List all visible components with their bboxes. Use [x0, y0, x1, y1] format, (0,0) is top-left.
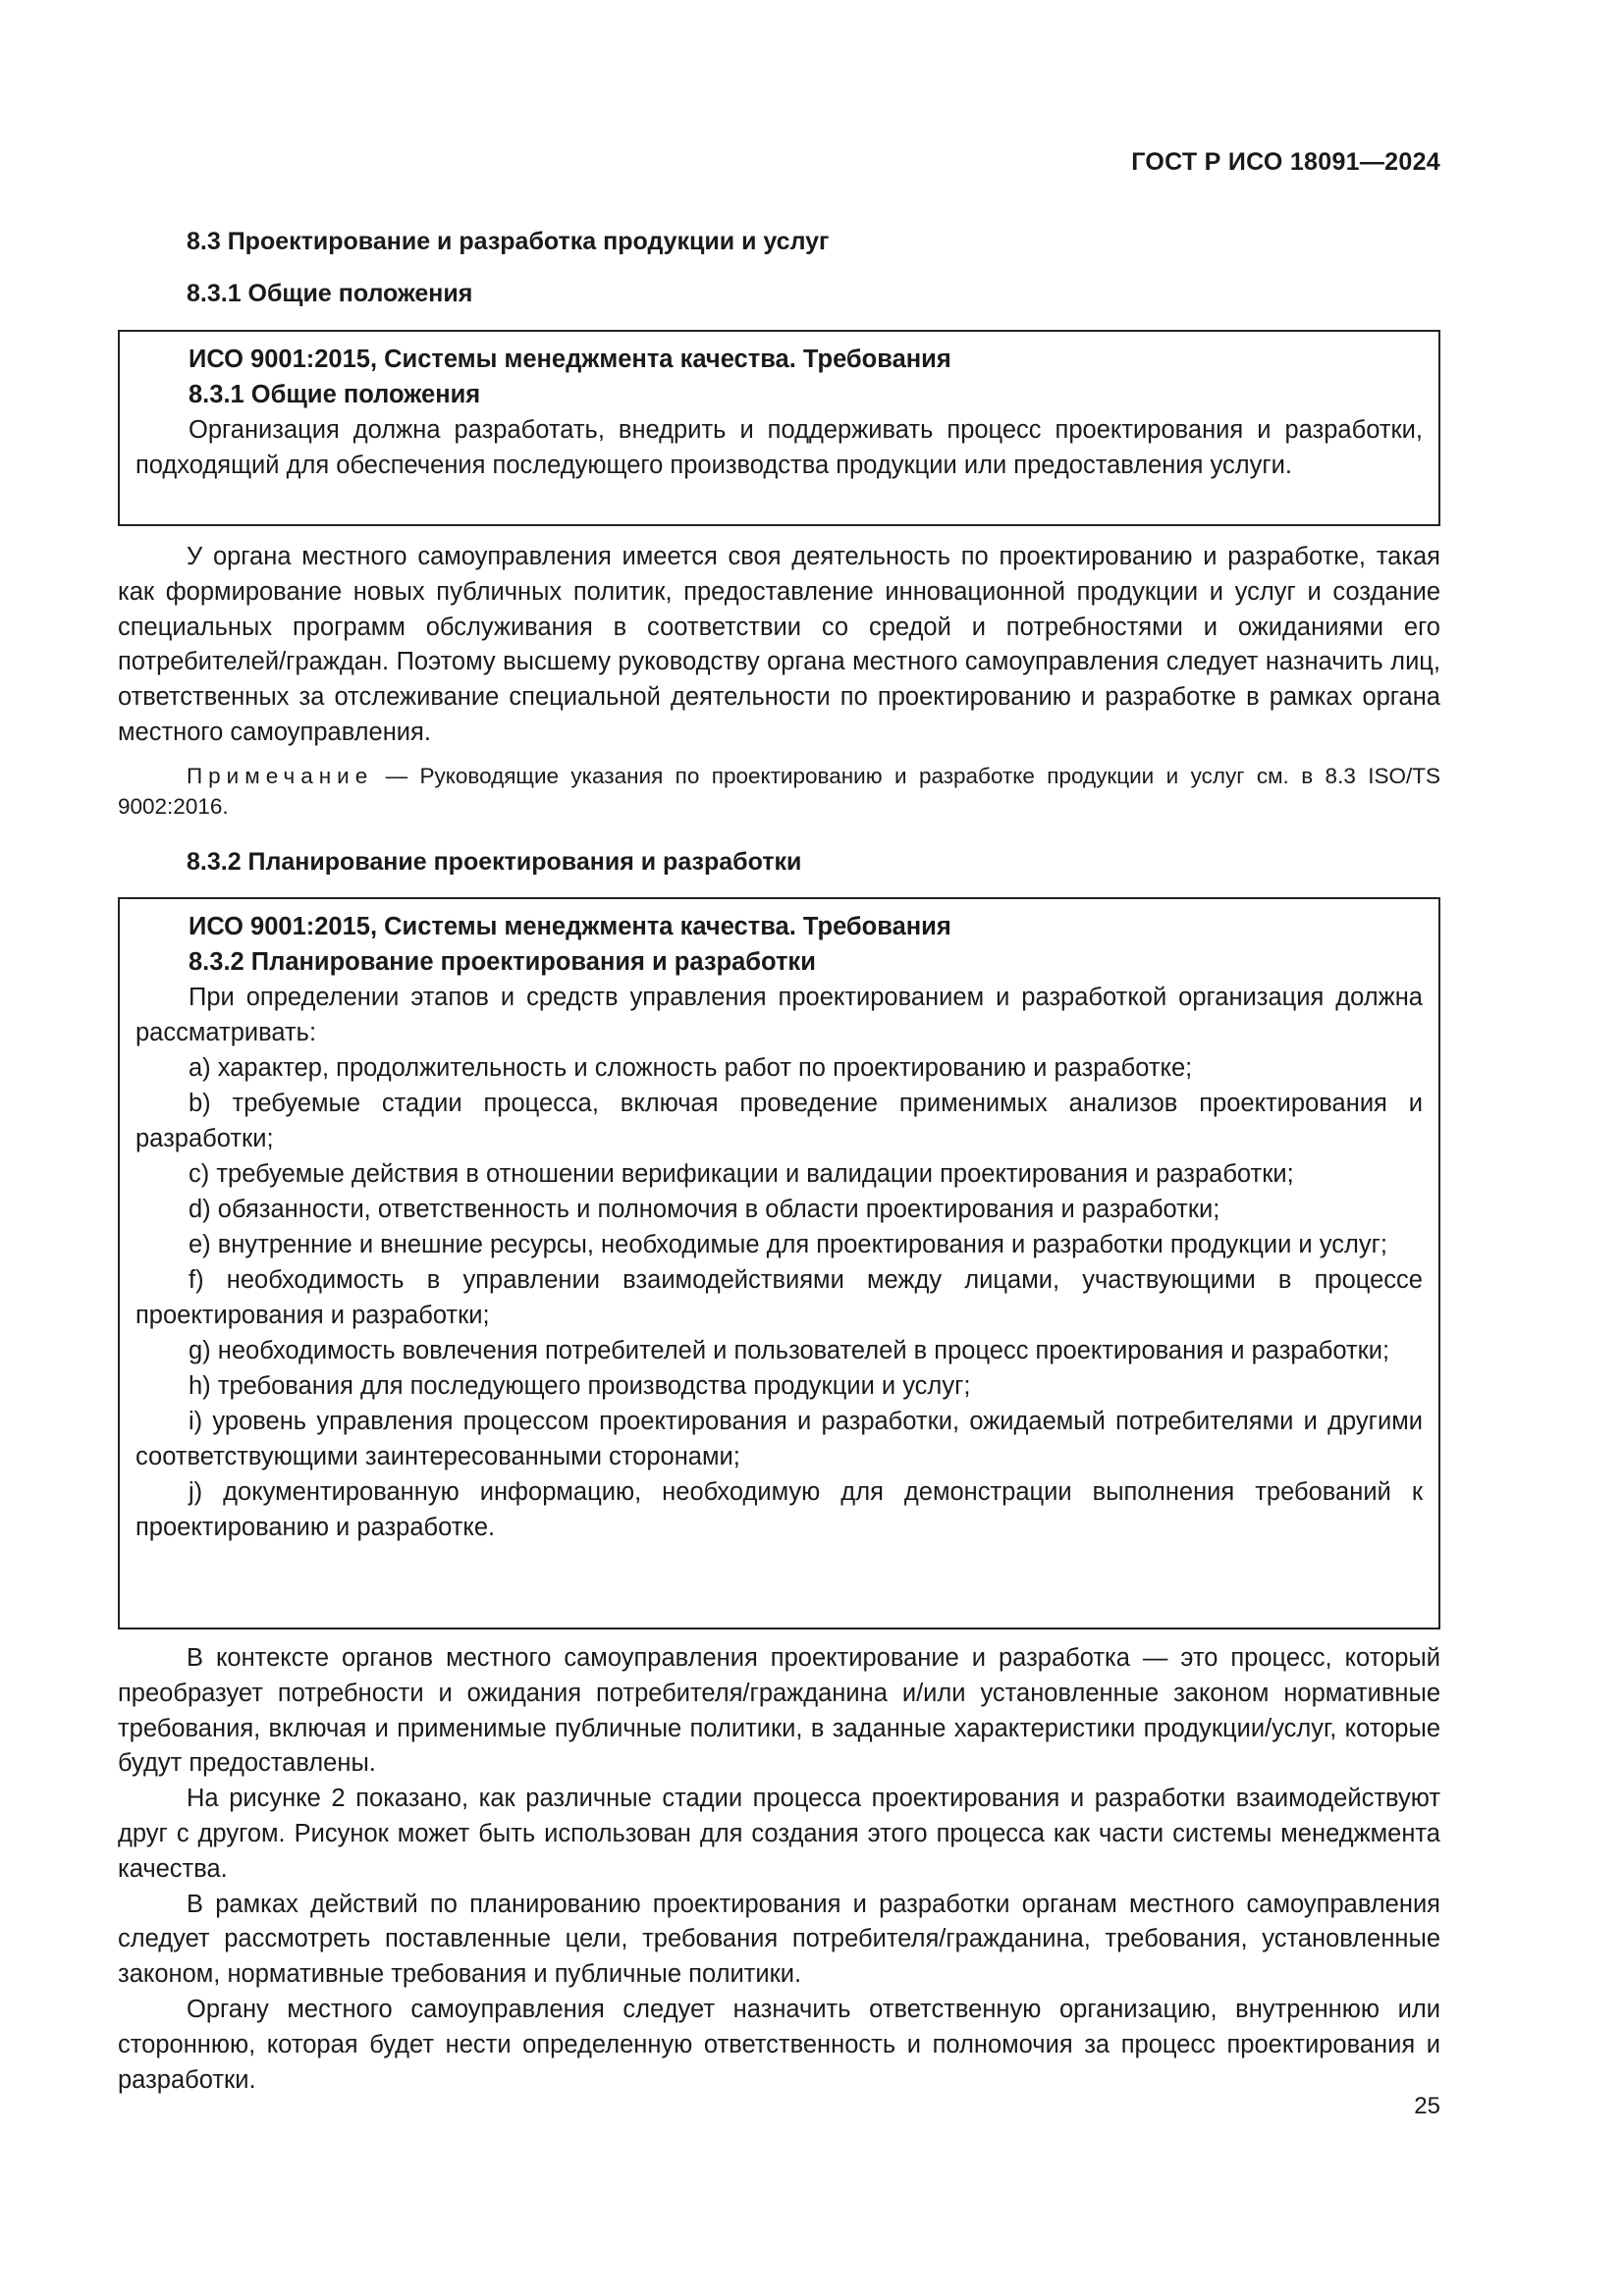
list-item: d) обязанности, ответственность и полномочия в области проектирования и разработки;	[189, 1196, 1220, 1223]
box-intro: При определении этапов и средств управления проектированием и разработкой организация должна рассматривать:	[135, 984, 1423, 1046]
box-clause-title: 8.3.1 Общие положения	[189, 381, 481, 408]
quote-box-8-3-2	[118, 897, 1440, 1629]
paragraph: В рамках действий по планированию проектирования и разработки органам местного самоуправления следует рассмотреть поставленные цели, требования потребителя/гражданина, требования, установленные законом, нормативные требования и публичные политики.	[118, 1890, 1440, 1989]
box-clause-title: 8.3.2 Планирование проектирования и разработки	[189, 948, 816, 976]
running-head: ГОСТ Р ИСО 18091—2024	[1131, 148, 1440, 176]
text-8-3-2	[118, 1641, 1440, 2098]
box-standard-title: ИСО 9001:2015, Системы менеджмента качества. Требования	[189, 346, 951, 373]
list-item: g) необходимость вовлечения потребителей и пользователей в процесс проектирования и разработки;	[189, 1337, 1390, 1364]
note-text: — Руководящие указания по проектированию и разработке продукции и услуг см. в 8.3 ISO/TS 9002:2016.	[118, 763, 1440, 819]
paragraph: У органа местного самоуправления имеется своя деятельность по проектированию и разработке, такая как формирование новых публичных политик, предоставление инновационной продукции и услуг и создание специальных программ обслуживания в соответствии со средой и потребностями и ожиданиями его потребителей/граждан. Поэтому высшему руководству органа местного самоуправления следует назначить лиц, ответственных за отслеживание специальной деятельности по проектированию и разработке в рамках органа местного самоуправления.	[118, 543, 1440, 746]
paragraph: Органу местного самоуправления следует назначить ответственную организацию, внутреннюю или стороннюю, которая будет нести определенную ответственность и полномочия за процесс проектирования и разработки.	[118, 1995, 1440, 2094]
section-8-3-1-title: 8.3.1 Общие положения	[187, 280, 473, 307]
note-label: Примечание	[187, 763, 374, 788]
list-item: i) уровень управления процессом проектирования и разработки, ожидаемый потребителями и другими соответствующими заинтересованными сторонами;	[135, 1408, 1423, 1470]
quote-box-8-3-1	[118, 330, 1440, 526]
list-item: j) документированную информацию, необходимую для демонстрации выполнения требований к проектированию и разработке.	[135, 1478, 1423, 1541]
section-8-3-title: 8.3 Проектирование и разработка продукции и услуг	[187, 228, 830, 255]
list-item: h) требования для последующего производства продукции и услуг;	[189, 1372, 971, 1400]
list-item: b) требуемые стадии процесса, включая проведение применимых анализов проектирования и разработки;	[135, 1090, 1423, 1152]
list-item: a) характер, продолжительность и сложность работ по проектированию и разработке;	[189, 1054, 1193, 1082]
list-item: e) внутренние и внешние ресурсы, необходимые для проектирования и разработки продукции и услуг;	[189, 1231, 1387, 1258]
page-number: 25	[1414, 2093, 1440, 2119]
paragraph: На рисунке 2 показано, как различные стадии процесса проектирования и разработки взаимодействуют друг с другом. Рисунок может быть использован для создания этого процесса как части системы менеджмента качества.	[118, 1785, 1440, 1883]
list-item: f) необходимость в управлении взаимодействиями между лицами, участвующими в процессе проектирования и разработки;	[135, 1266, 1423, 1329]
note	[118, 761, 1440, 822]
box-text: Организация должна разработать, внедрить и поддерживать процесс проектирования и разработки, подходящий для обеспечения последующего производства продукции или предоставления услуги.	[135, 416, 1423, 479]
section-8-3-2-title: 8.3.2 Планирование проектирования и разработки	[187, 848, 802, 876]
list-item: c) требуемые действия в отношении верификации и валидации проектирования и разработки;	[189, 1160, 1294, 1188]
box-standard-title: ИСО 9001:2015, Системы менеджмента качества. Требования	[189, 913, 951, 940]
paragraph: В контексте органов местного самоуправления проектирование и разработка — это процесс, который преобразует потребности и ожидания потребителя/гражданина и/или установленные законом нормативные требования, включая и применимые публичные политики, в заданные характеристики продукции/услуг, которые будут предоставлены.	[118, 1644, 1440, 1778]
text-8-3-1	[118, 540, 1440, 822]
